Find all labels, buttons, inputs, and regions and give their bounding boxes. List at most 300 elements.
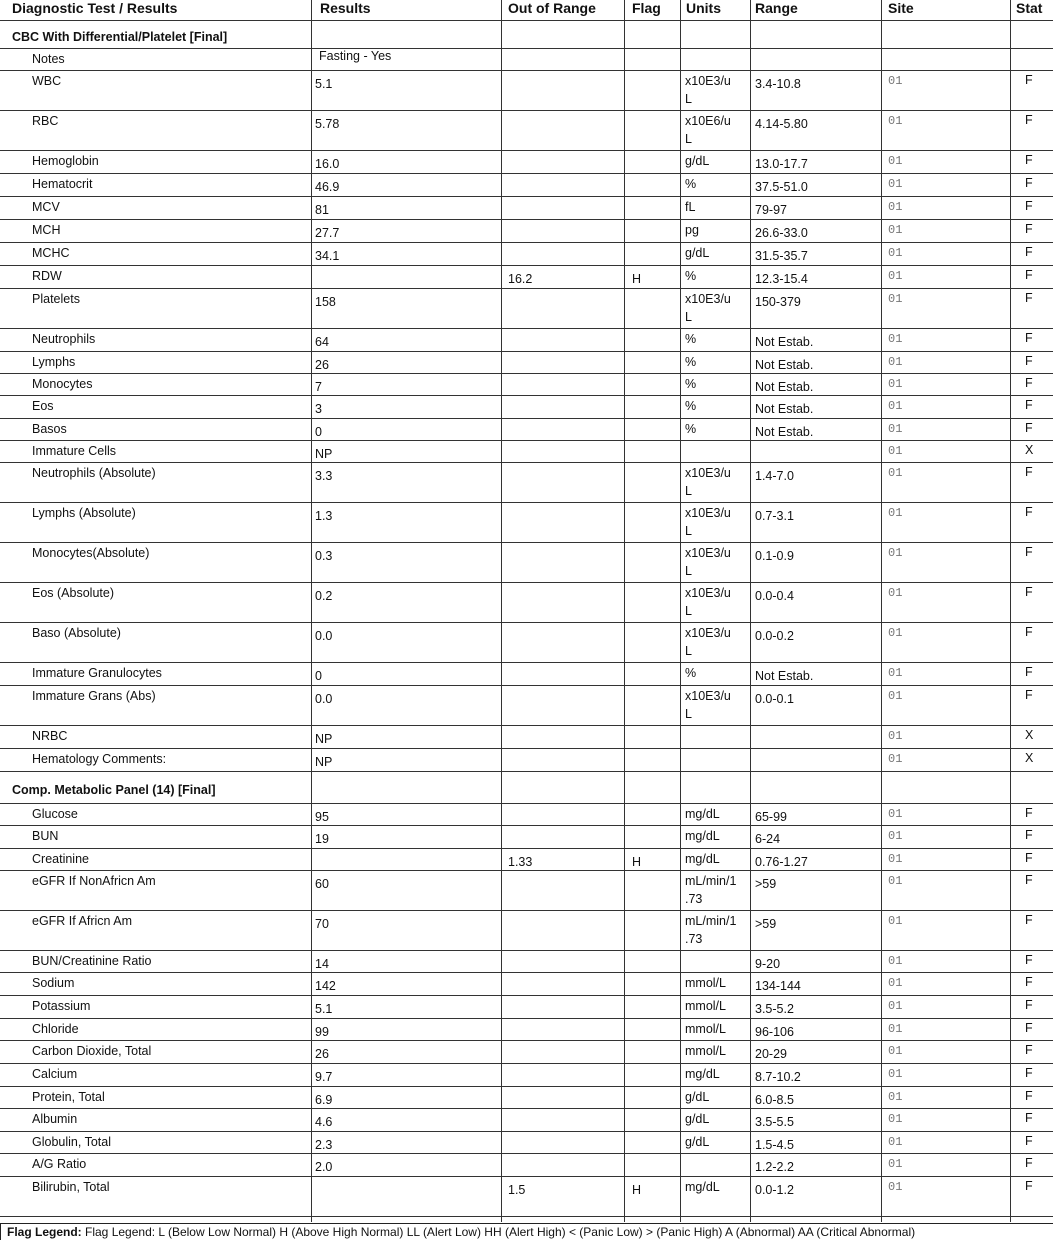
row-divider xyxy=(0,803,1053,804)
row-divider xyxy=(0,196,1053,197)
site-code: 01 xyxy=(888,1067,903,1081)
row-divider xyxy=(0,1063,1053,1064)
row-divider xyxy=(0,725,1053,726)
result-value: NP xyxy=(315,447,333,461)
status-code: F xyxy=(1025,625,1033,639)
reference-range: 4.14-5.80 xyxy=(755,117,808,131)
result-value: 0 xyxy=(315,425,322,439)
reference-range: 134-144 xyxy=(755,979,801,993)
site-code: 01 xyxy=(888,689,903,703)
section-title-cmp: Comp. Metabolic Panel (14) [Final] xyxy=(12,783,216,797)
site-code: 01 xyxy=(888,874,903,888)
units-value: x10E6/u xyxy=(685,114,731,128)
site-code: 01 xyxy=(888,506,903,520)
row-divider xyxy=(0,1086,1053,1087)
site-code: 01 xyxy=(888,269,903,283)
row-divider xyxy=(0,242,1053,243)
row-divider xyxy=(0,748,1053,749)
site-code: 01 xyxy=(888,999,903,1013)
column-divider xyxy=(1010,0,1011,1222)
column-divider xyxy=(881,0,882,1222)
row-divider xyxy=(0,502,1053,503)
status-code: F xyxy=(1025,1066,1033,1080)
header-site: Site xyxy=(888,0,914,16)
units-value: % xyxy=(685,399,697,413)
row-divider xyxy=(0,870,1053,871)
row-divider xyxy=(0,685,1053,686)
result-value: 16.0 xyxy=(315,157,340,171)
status-code: F xyxy=(1025,376,1033,390)
reference-range: >59 xyxy=(755,877,777,891)
result-value: 2.0 xyxy=(315,1160,333,1174)
test-name: Immature Granulocytes xyxy=(32,666,162,680)
site-code: 01 xyxy=(888,626,903,640)
row-divider xyxy=(0,848,1053,849)
flag-legend-text: Flag Legend: L (Below Low Normal) H (Above High Normal) LL (Alert Low) HH (Alert High) < (Panic Low) > (Panic High) A (Abnormal) AA (Critical Abnormal) xyxy=(85,1225,916,1239)
units-value-cont: L xyxy=(685,92,692,106)
units-value: mg/dL xyxy=(685,1180,720,1194)
site-code: 01 xyxy=(888,1112,903,1126)
status-code: F xyxy=(1025,953,1033,967)
row-divider xyxy=(0,542,1053,543)
status-code: F xyxy=(1025,465,1033,479)
site-code: 01 xyxy=(888,1180,903,1194)
column-divider xyxy=(311,0,312,1222)
test-name: WBC xyxy=(32,74,62,88)
row-divider xyxy=(0,288,1053,289)
test-name: Potassium xyxy=(32,999,91,1013)
site-code: 01 xyxy=(888,914,903,928)
result-value: 0.2 xyxy=(315,589,333,603)
units-value-cont: L xyxy=(685,707,692,721)
result-value: 0.3 xyxy=(315,549,333,563)
site-code: 01 xyxy=(888,292,903,306)
column-divider xyxy=(501,0,502,1222)
status-code: F xyxy=(1025,1089,1033,1103)
section-title-cbc: CBC With Differential/Platelet [Final] xyxy=(12,30,228,44)
units-value: % xyxy=(685,355,697,369)
status-code: F xyxy=(1025,873,1033,887)
units-value-cont: L xyxy=(685,524,692,538)
status-code: X xyxy=(1025,443,1034,457)
row-divider xyxy=(0,662,1053,663)
status-code: F xyxy=(1025,545,1033,559)
reference-range: 6-24 xyxy=(755,832,781,846)
reference-range: 12.3-15.4 xyxy=(755,272,808,286)
reference-range: 0.0-0.1 xyxy=(755,692,794,706)
status-code: F xyxy=(1025,222,1033,236)
units-value: mmol/L xyxy=(685,1044,726,1058)
status-code: F xyxy=(1025,998,1033,1012)
units-value: x10E3/u xyxy=(685,466,731,480)
reference-range: 150-379 xyxy=(755,295,801,309)
reference-range: 0.0-1.2 xyxy=(755,1183,794,1197)
row-divider xyxy=(0,1018,1053,1019)
status-code: F xyxy=(1025,1156,1033,1170)
row-divider xyxy=(0,950,1053,951)
test-name: Protein, Total xyxy=(32,1090,105,1104)
result-value: 99 xyxy=(315,1025,329,1039)
test-name: Hemoglobin xyxy=(32,154,99,168)
test-name: Monocytes(Absolute) xyxy=(32,546,150,560)
result-value: 81 xyxy=(315,203,329,217)
status-code: F xyxy=(1025,268,1033,282)
test-name: Carbon Dioxide, Total xyxy=(32,1044,152,1058)
result-value: 14 xyxy=(315,957,329,971)
result-value: 0.0 xyxy=(315,629,333,643)
header-range: Range xyxy=(755,0,798,16)
status-code: F xyxy=(1025,975,1033,989)
status-code: F xyxy=(1025,1043,1033,1057)
test-name: Eos (Absolute) xyxy=(32,586,114,600)
row-divider xyxy=(0,1131,1053,1132)
reference-range: 26.6-33.0 xyxy=(755,226,808,240)
result-value: 6.9 xyxy=(315,1093,333,1107)
result-value: 7 xyxy=(315,380,322,394)
reference-range: 9-20 xyxy=(755,957,781,971)
test-name: A/G Ratio xyxy=(32,1157,87,1171)
row-divider xyxy=(0,1040,1053,1041)
site-code: 01 xyxy=(888,246,903,260)
units-value: x10E3/u xyxy=(685,689,731,703)
test-name: Calcium xyxy=(32,1067,78,1081)
status-code: F xyxy=(1025,176,1033,190)
units-value: mL/min/1 xyxy=(685,914,737,928)
site-code: 01 xyxy=(888,74,903,88)
reference-range: Not Estab. xyxy=(755,425,814,439)
units-value: x10E3/u xyxy=(685,292,731,306)
row-divider xyxy=(0,1153,1053,1154)
result-value: 5.1 xyxy=(315,1002,333,1016)
test-name: BUN xyxy=(32,829,59,843)
units-value: % xyxy=(685,422,697,436)
units-value-cont: .73 xyxy=(685,932,703,946)
reference-range: 0.7-3.1 xyxy=(755,509,794,523)
reference-range: 1.2-2.2 xyxy=(755,1160,794,1174)
units-value: x10E3/u xyxy=(685,586,731,600)
status-code: F xyxy=(1025,153,1033,167)
status-code: X xyxy=(1025,751,1034,765)
reference-range: 13.0-17.7 xyxy=(755,157,808,171)
column-divider xyxy=(680,0,681,1222)
status-code: F xyxy=(1025,113,1033,127)
reference-range: 1.4-7.0 xyxy=(755,469,794,483)
reference-range: 3.5-5.2 xyxy=(755,1002,794,1016)
status-code: F xyxy=(1025,828,1033,842)
units-value: % xyxy=(685,177,697,191)
row-divider xyxy=(0,173,1053,174)
test-name: Neutrophils xyxy=(32,332,96,346)
status-code: F xyxy=(1025,1134,1033,1148)
test-name: Lymphs (Absolute) xyxy=(32,506,136,520)
units-value: g/dL xyxy=(685,1090,710,1104)
row-divider xyxy=(0,395,1053,396)
result-value: 70 xyxy=(315,917,329,931)
site-code: 01 xyxy=(888,114,903,128)
status-code: F xyxy=(1025,806,1033,820)
result-value: 2.3 xyxy=(315,1138,333,1152)
test-name: Monocytes xyxy=(32,377,93,391)
units-value: g/dL xyxy=(685,246,710,260)
test-name: Lymphs xyxy=(32,355,76,369)
test-name: Notes xyxy=(32,52,65,66)
row-divider xyxy=(0,265,1053,266)
result-value: 46.9 xyxy=(315,180,340,194)
test-name: eGFR If NonAfricn Am xyxy=(32,874,156,888)
site-code: 01 xyxy=(888,355,903,369)
row-divider xyxy=(0,351,1053,352)
status-code: X xyxy=(1025,728,1034,742)
test-name: Albumin xyxy=(32,1112,78,1126)
row-divider xyxy=(0,995,1053,996)
test-name: Glucose xyxy=(32,807,78,821)
units-value: % xyxy=(685,332,697,346)
site-code: 01 xyxy=(888,807,903,821)
units-value: x10E3/u xyxy=(685,74,731,88)
test-name: Baso (Absolute) xyxy=(32,626,121,640)
test-name: Hematocrit xyxy=(32,177,93,191)
test-name: Neutrophils (Absolute) xyxy=(32,466,156,480)
status-code: F xyxy=(1025,688,1033,702)
test-name: RDW xyxy=(32,269,62,283)
row-divider xyxy=(0,462,1053,463)
units-value: % xyxy=(685,377,697,391)
out-of-range-value: 1.33 xyxy=(508,855,533,869)
reference-range: 37.5-51.0 xyxy=(755,180,808,194)
reference-range: 3.4-10.8 xyxy=(755,77,801,91)
units-value-cont: L xyxy=(685,604,692,618)
test-name: Bilirubin, Total xyxy=(32,1180,110,1194)
test-name: Sodium xyxy=(32,976,75,990)
units-value: g/dL xyxy=(685,1135,710,1149)
site-code: 01 xyxy=(888,177,903,191)
status-code: F xyxy=(1025,585,1033,599)
reference-range: Not Estab. xyxy=(755,335,814,349)
status-code: F xyxy=(1025,1179,1033,1193)
site-code: 01 xyxy=(888,332,903,346)
result-value: 64 xyxy=(315,335,329,349)
out-of-range-value: 1.5 xyxy=(508,1183,526,1197)
test-name: Basos xyxy=(32,422,67,436)
flag-value: H xyxy=(632,855,642,869)
status-code: F xyxy=(1025,665,1033,679)
units-value-cont: L xyxy=(685,484,692,498)
result-value: 142 xyxy=(315,979,336,993)
reference-range: Not Estab. xyxy=(755,402,814,416)
site-code: 01 xyxy=(888,466,903,480)
units-value-cont: L xyxy=(685,310,692,324)
site-code: 01 xyxy=(888,954,903,968)
result-value: 5.1 xyxy=(315,77,333,91)
site-code: 01 xyxy=(888,729,903,743)
test-name: NRBC xyxy=(32,729,68,743)
status-code: F xyxy=(1025,291,1033,305)
reference-range: Not Estab. xyxy=(755,358,814,372)
reference-range: 31.5-35.7 xyxy=(755,249,808,263)
reference-range: 0.0-0.4 xyxy=(755,589,794,603)
result-value: 26 xyxy=(315,1047,329,1061)
status-code: F xyxy=(1025,398,1033,412)
result-value: 3.3 xyxy=(315,469,333,483)
reference-range: 0.1-0.9 xyxy=(755,549,794,563)
result-value: 26 xyxy=(315,358,329,372)
row-divider xyxy=(0,418,1053,419)
status-code: F xyxy=(1025,505,1033,519)
site-code: 01 xyxy=(888,829,903,843)
row-divider xyxy=(0,110,1053,111)
units-value: x10E3/u xyxy=(685,626,731,640)
reference-range: 6.0-8.5 xyxy=(755,1093,794,1107)
reference-range: Not Estab. xyxy=(755,669,814,683)
site-code: 01 xyxy=(888,1157,903,1171)
row-divider xyxy=(0,70,1053,71)
units-value: mg/dL xyxy=(685,852,720,866)
header-test: Diagnostic Test / Results xyxy=(12,0,178,16)
reference-range: 96-106 xyxy=(755,1025,794,1039)
site-code: 01 xyxy=(888,154,903,168)
row-divider xyxy=(0,48,1053,49)
site-code: 01 xyxy=(888,976,903,990)
reference-range: 20-29 xyxy=(755,1047,787,1061)
units-value: mg/dL xyxy=(685,829,720,843)
result-value: 158 xyxy=(315,295,336,309)
row-divider xyxy=(0,440,1053,441)
reference-range: 65-99 xyxy=(755,810,787,824)
site-code: 01 xyxy=(888,444,903,458)
status-code: F xyxy=(1025,913,1033,927)
result-value: 60 xyxy=(315,877,329,891)
test-name: Hematology Comments: xyxy=(32,752,167,766)
test-name: Platelets xyxy=(32,292,80,306)
result-value: 95 xyxy=(315,810,329,824)
site-code: 01 xyxy=(888,546,903,560)
units-value: mmol/L xyxy=(685,999,726,1013)
row-divider xyxy=(0,622,1053,623)
units-value-cont: .73 xyxy=(685,892,703,906)
status-code: F xyxy=(1025,851,1033,865)
reference-range: 79-97 xyxy=(755,203,787,217)
status-code: F xyxy=(1025,354,1033,368)
row-divider xyxy=(0,825,1053,826)
result-value: 27.7 xyxy=(315,226,340,240)
test-name: Immature Grans (Abs) xyxy=(32,689,156,703)
status-code: F xyxy=(1025,73,1033,87)
site-code: 01 xyxy=(888,752,903,766)
result-value: 0.0 xyxy=(315,692,333,706)
result-value: 9.7 xyxy=(315,1070,333,1084)
units-value-cont: L xyxy=(685,644,692,658)
units-value: x10E3/u xyxy=(685,546,731,560)
row-divider xyxy=(0,20,1053,21)
test-name: BUN/Creatinine Ratio xyxy=(32,954,152,968)
test-name: Eos xyxy=(32,399,54,413)
units-value: fL xyxy=(685,200,696,214)
header-results: Results xyxy=(320,0,371,16)
units-value-cont: L xyxy=(685,132,692,146)
units-value: pg xyxy=(685,223,699,237)
result-value: 4.6 xyxy=(315,1115,333,1129)
units-value-cont: L xyxy=(685,564,692,578)
row-divider xyxy=(0,328,1053,329)
reference-range: Not Estab. xyxy=(755,380,814,394)
column-divider xyxy=(750,0,751,1222)
units-value: % xyxy=(685,666,697,680)
result-value: Fasting - Yes xyxy=(319,49,392,63)
reference-range: 0.76-1.27 xyxy=(755,855,808,869)
flag-value: H xyxy=(632,1183,642,1197)
row-divider xyxy=(0,150,1053,151)
header-flag: Flag xyxy=(632,0,661,16)
status-code: F xyxy=(1025,1021,1033,1035)
site-code: 01 xyxy=(888,666,903,680)
status-code: F xyxy=(1025,331,1033,345)
result-value: 0 xyxy=(315,669,322,683)
test-name: MCV xyxy=(32,200,60,214)
units-value: mL/min/1 xyxy=(685,874,737,888)
units-value: % xyxy=(685,269,697,283)
result-value: 5.78 xyxy=(315,117,340,131)
result-value: NP xyxy=(315,732,333,746)
site-code: 01 xyxy=(888,399,903,413)
site-code: 01 xyxy=(888,1090,903,1104)
flag-value: H xyxy=(632,272,642,286)
units-value: mg/dL xyxy=(685,1067,720,1081)
reference-range: 1.5-4.5 xyxy=(755,1138,794,1152)
result-value: 19 xyxy=(315,832,329,846)
reference-range: 0.0-0.2 xyxy=(755,629,794,643)
units-value: g/dL xyxy=(685,1112,710,1126)
row-divider xyxy=(0,373,1053,374)
row-divider xyxy=(0,1216,1053,1217)
test-name: Chloride xyxy=(32,1022,79,1036)
units-value: mmol/L xyxy=(685,1022,726,1036)
reference-range: >59 xyxy=(755,917,777,931)
row-divider xyxy=(0,910,1053,911)
row-divider xyxy=(0,1176,1053,1177)
reference-range: 8.7-10.2 xyxy=(755,1070,801,1084)
flag-legend xyxy=(0,1223,1053,1240)
result-value: 3 xyxy=(315,402,322,416)
test-name: MCHC xyxy=(32,246,70,260)
result-value: 34.1 xyxy=(315,249,340,263)
row-divider xyxy=(0,771,1053,772)
test-name: MCH xyxy=(32,223,61,237)
header-out-of-range: Out of Range xyxy=(508,0,596,16)
units-value: g/dL xyxy=(685,154,710,168)
site-code: 01 xyxy=(888,586,903,600)
row-divider xyxy=(0,1108,1053,1109)
status-code: F xyxy=(1025,421,1033,435)
site-code: 01 xyxy=(888,1022,903,1036)
site-code: 01 xyxy=(888,377,903,391)
header-units: Units xyxy=(686,0,721,16)
status-code: F xyxy=(1025,1111,1033,1125)
site-code: 01 xyxy=(888,223,903,237)
row-divider xyxy=(0,972,1053,973)
units-value: mg/dL xyxy=(685,807,720,821)
row-divider xyxy=(0,582,1053,583)
column-divider xyxy=(624,0,625,1222)
header-stat: Stat xyxy=(1016,0,1043,16)
test-name: Immature Cells xyxy=(32,444,117,458)
site-code: 01 xyxy=(888,1044,903,1058)
test-name: eGFR If Africn Am xyxy=(32,914,133,928)
units-value: x10E3/u xyxy=(685,506,731,520)
site-code: 01 xyxy=(888,852,903,866)
units-value: mmol/L xyxy=(685,976,726,990)
out-of-range-value: 16.2 xyxy=(508,272,533,286)
status-code: F xyxy=(1025,245,1033,259)
